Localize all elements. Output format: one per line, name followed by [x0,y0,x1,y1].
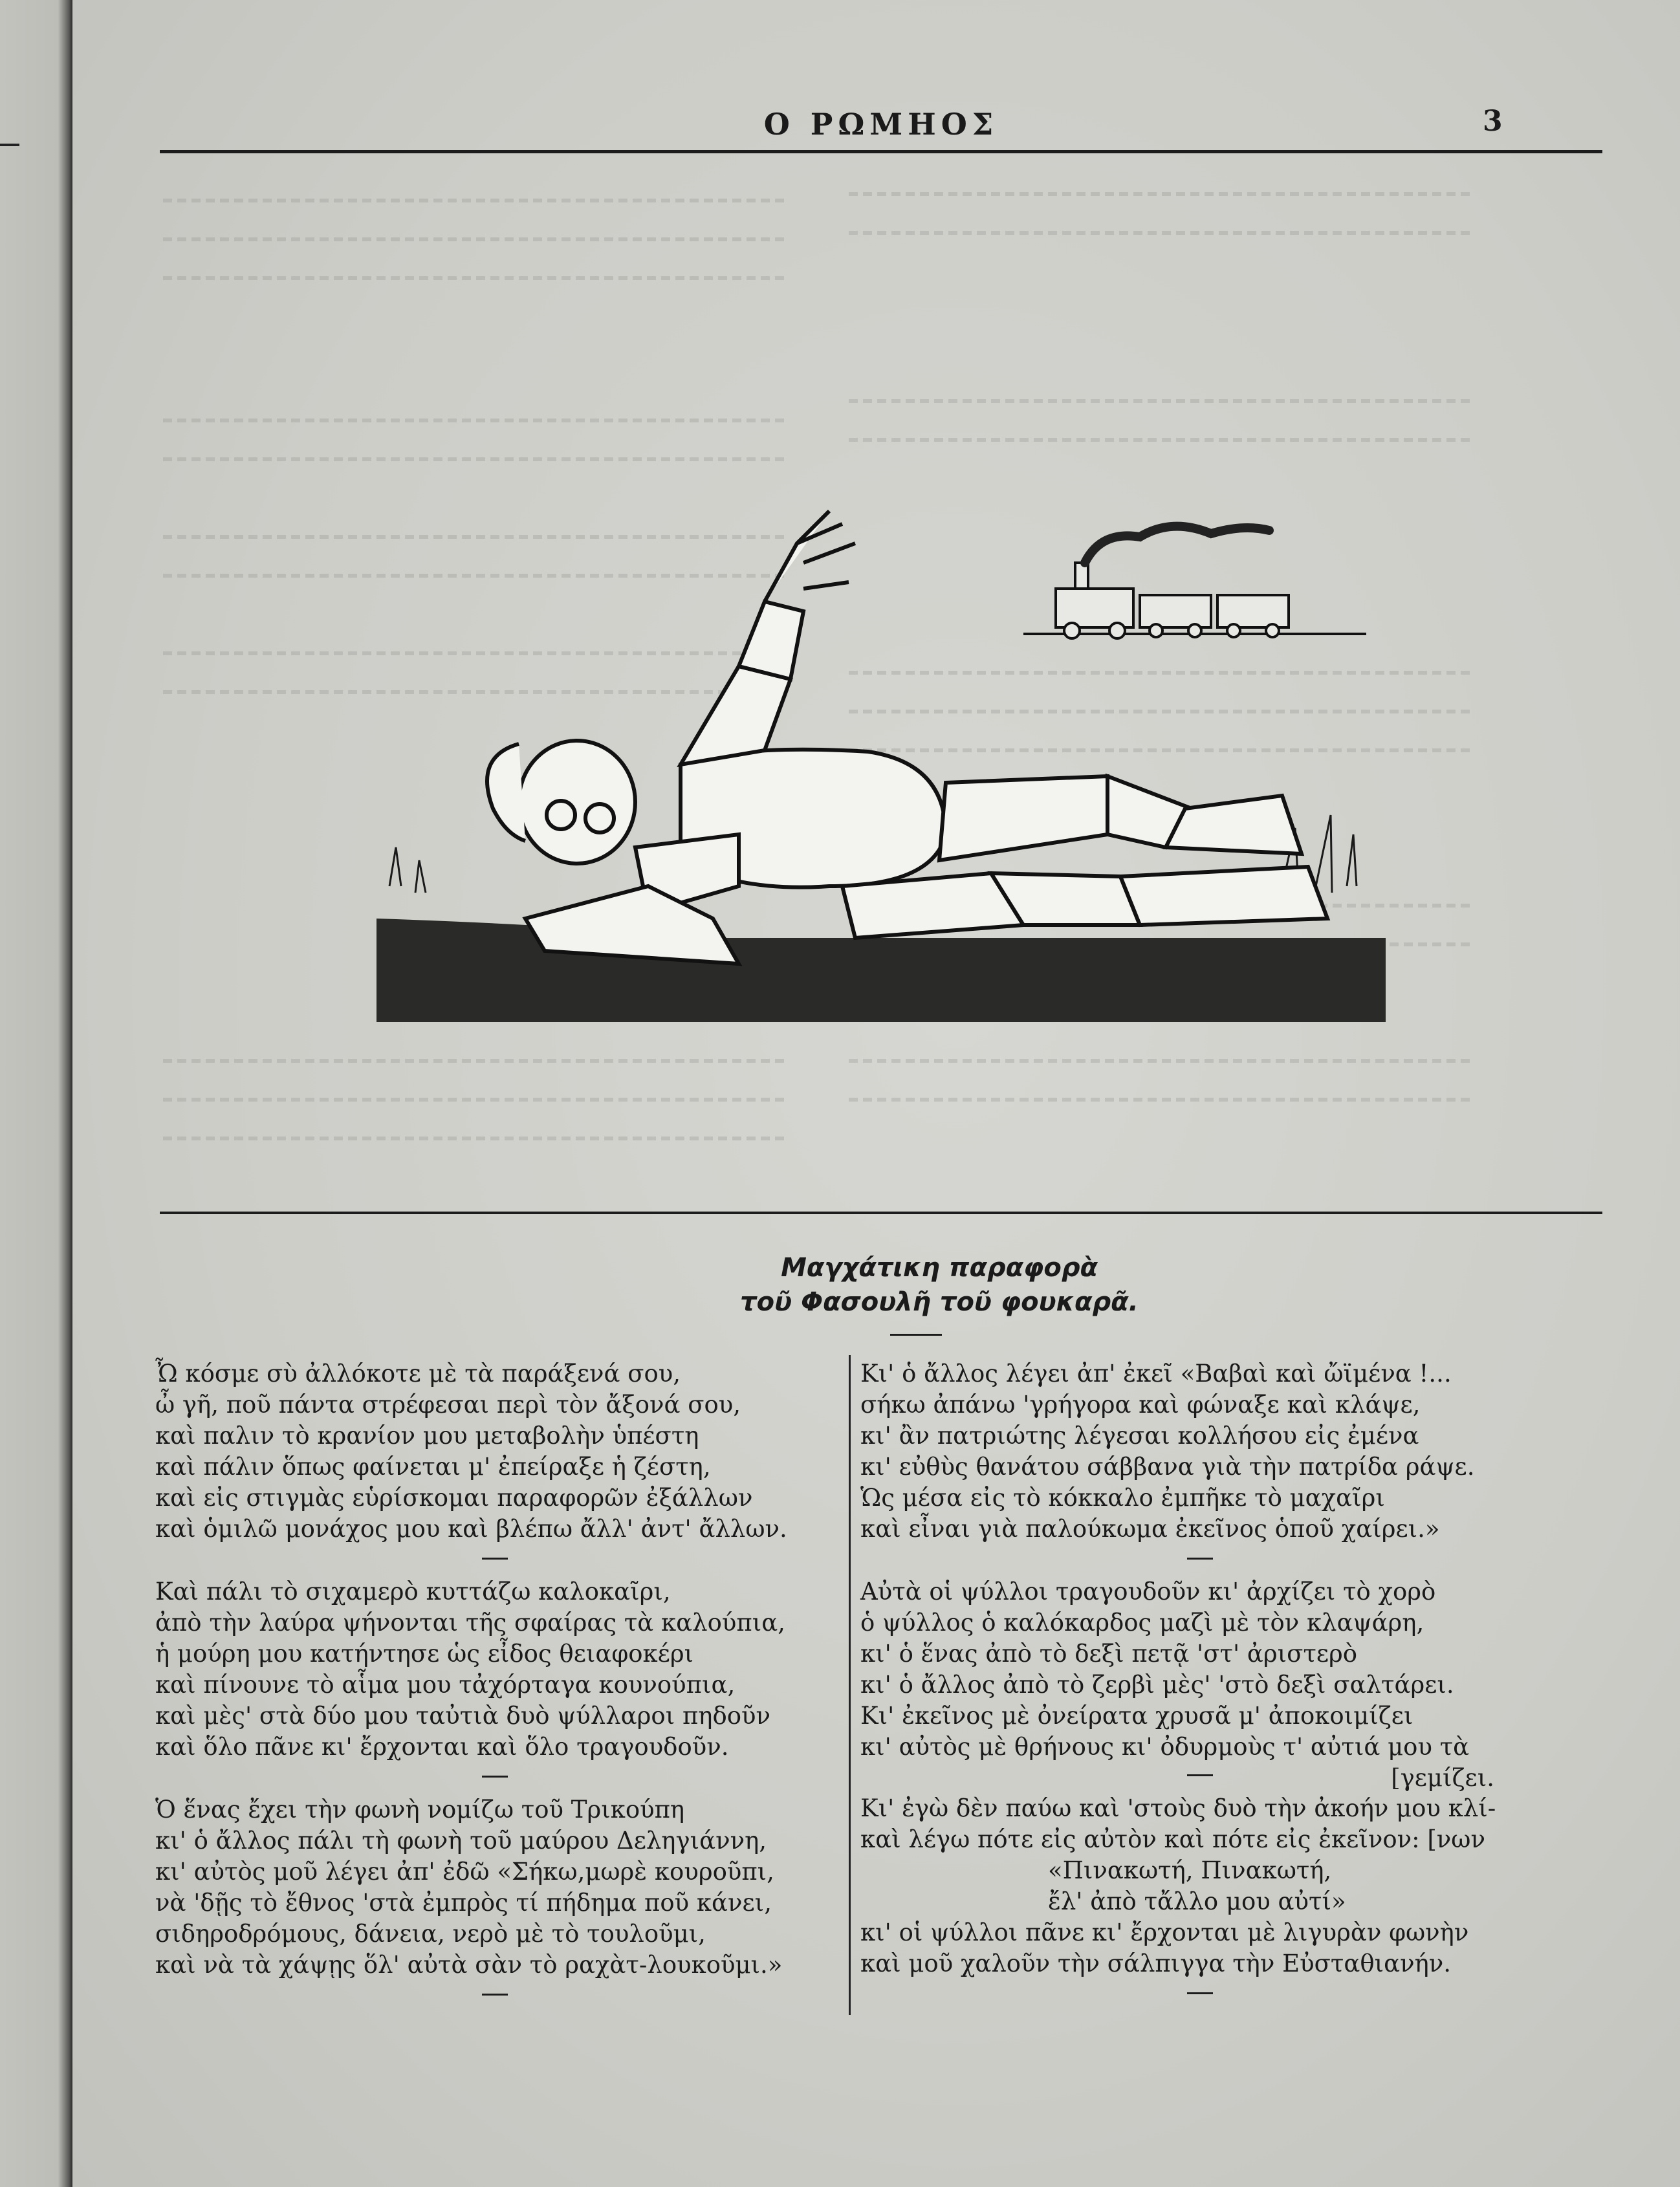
poem-line: σήκω ἀπάνω 'γρήγορα καὶ φώναξε καὶ κλάψε, [860,1391,1421,1419]
poem-line-refrain: ἔλ' ἀπὸ τἄλλο μου αὐτί» [1048,1888,1346,1915]
poem-line: κι' αὐτὸς μοῦ λέγει ἀπ' ἐδῶ «Σήκω,μωρὲ κουροῦπι, [155,1858,774,1886]
poem-title-line-2: τοῦ Φασουλῆ τοῦ φουκαρᾶ. [740,1287,1139,1317]
stanza-separator [1187,1774,1213,1776]
column-divider [849,1355,851,2015]
poem-line: κι' ἂν πατριώτης λέγεσαι κολλήσου εἰς ἐμένα [860,1422,1419,1450]
poem-left-column [155,1358,835,2012]
poem-line: κι' ὁ ἄλλος ἀπὸ τὸ ζερβὶ μὲς' 'στὸ δεξὶ σαλτάρει. [860,1671,1454,1699]
poem-line: κι' οἱ ψύλλοι πᾶνε κι' ἔρχονται μὲ λιγυρὰν φωνὴν [860,1919,1469,1946]
poem-line: καὶ λέγω πότε εἰς αὐτὸν καὶ πότε εἰς ἐκεῖνον: [νων [860,1825,1485,1853]
poem-line-refrain: «Πινακωτή, Πινακωτή, [1048,1856,1332,1884]
title-separator [890,1334,942,1336]
poem-line: κι' εὐθὺς θανάτου σάββανα γιὰ τὴν πατρίδα ράψε. [860,1453,1475,1481]
poem-line: καὶ νὰ τὰ χάψῃς ὅλ' αὐτὰ σὰν τὸ ραχὰτ-λουκοῦμι.» [155,1951,783,1979]
poem-line: ὦ γῆ, ποῦ πάντα στρέφεσαι περὶ τὸν ἄξονά σου, [155,1391,741,1419]
stanza-separator [1187,1992,1213,1994]
poem-line: καὶ ὅλο πᾶνε κι' ἔρχονται καὶ ὅλο τραγουδοῦν. [155,1733,729,1761]
poem-line: Κι' ἐγὼ δὲν παύω καὶ 'στοὺς δυὸ τὴν ἀκοήν μου κλί- [860,1794,1496,1822]
poem-right-column [860,1358,1540,2011]
section-rule [160,1212,1602,1214]
poem-line: κι' αὐτὸς μὲ θρήνους κι' ὀδυρμοὺς τ' αὐτιά μου τὰ [860,1733,1470,1761]
poem-line: ἡ μούρη μου κατήντησε ὡς εἶδος θειαφοκέρι [155,1640,694,1668]
poem-line: Ὦ κόσμε σὺ ἀλλόκοτε μὲ τὰ παράξενά σου, [155,1360,681,1387]
poem-line: Κι' ὁ ἄλλος λέγει ἀπ' ἐκεῖ «Βαβαὶ καὶ ὤϊμένα !... [860,1360,1452,1387]
poem-line: καὶ μὲς' στὰ δύο μου ταὐτιὰ δυὸ ψύλλαροι πηδοῦν [155,1702,770,1730]
book-gutter [0,0,72,2187]
poem-line: καὶ εἰς στιγμὰς εὑρίσκομαι παραφορῶν ἐξάλλων [155,1484,753,1512]
poem-line: κι' ὁ ἕνας ἀπὸ τὸ δεξὶ πετᾷ 'στ' ἀριστερὸ [860,1640,1358,1668]
poem-line-continuation: [γεμίζει. [1391,1764,1494,1792]
poem-line: καὶ ὁμιλῶ μονάχος μου καὶ βλέπω ἄλλ' ἀντ' ἄλλων. [155,1515,787,1543]
poem-line: καὶ μοῦ χαλοῦν τὴν σάλπιγγα τὴν Εὐσταθιανήν. [860,1950,1452,1977]
poem-line: καὶ παλιν τὸ κρανίον μου μεταβολὴν ὑπέστη [155,1422,699,1450]
poem-line: ὁ ψύλλος ὁ καλόκαρδος μαζὶ μὲ τὸν κλαψάρη, [860,1609,1424,1637]
poem-line: καὶ πίνουνε τὸ αἷμα μου τἀχόρταγα κουνούπια, [155,1671,736,1699]
stanza-separator [1187,1558,1213,1560]
page-number: 3 [1483,105,1503,138]
poem-line: Ὡς μέσα εἰς τὸ κόκκαλο ἐμπῆκε τὸ μαχαῖρι [860,1484,1385,1512]
poem-line: Καὶ πάλι τὸ σιχαμερὸ κυττάζω καλοκαῖρι, [155,1578,671,1605]
poem-line: καὶ εἶναι γιὰ παλούκωμα ἐκεῖνος ὁποῦ χαίρει.» [860,1515,1440,1543]
stanza-separator [482,1776,508,1778]
masthead-title: Ο ΡΩΜΗΟΣ [763,107,999,142]
newspaper-page [72,0,1680,2187]
gutter-mark [0,144,19,146]
header-rule [160,150,1602,153]
poem-line: Ὁ ἕνας ἔχει τὴν φωνὴ νομίζω τοῦ Τρικούπη [155,1796,685,1823]
stanza-separator [482,1994,508,1996]
stanza-separator [482,1558,508,1560]
poem-line: ἀπὸ τὴν λαύρα ψήνονται τῆς σφαίρας τὰ καλούπια, [155,1609,785,1637]
poem-line: σιδηροδρόμους, δάνεια, νερὸ μὲ τὸ τουλοῦμι, [155,1920,706,1948]
poem-line: Κι' ἐκεῖνος μὲ ὀνείρατα χρυσᾶ μ' ἀποκοιμίζει [860,1702,1413,1730]
poem-line: καὶ πάλιν ὅπως φαίνεται μ' ἐπείραξε ἡ ζέστη, [155,1453,711,1481]
poem-line: κι' ὁ ἄλλος πάλι τὴ φωνὴ τοῦ μαύρου Δεληγιάννη, [155,1827,767,1855]
poem-title-line-1: Μαγχάτικη παραφορὰ [781,1253,1098,1283]
poem-line: νὰ 'δῇς τὸ ἔθνος 'στὰ ἐμπρὸς τί πήδημα ποῦ κάνει, [155,1889,772,1917]
poem-line: Αὐτὰ οἱ ψύλλοι τραγουδοῦν κι' ἀρχίζει τὸ χορὸ [860,1578,1436,1605]
reclining-figure-and-train-woodcut-icon [376,472,1399,1028]
